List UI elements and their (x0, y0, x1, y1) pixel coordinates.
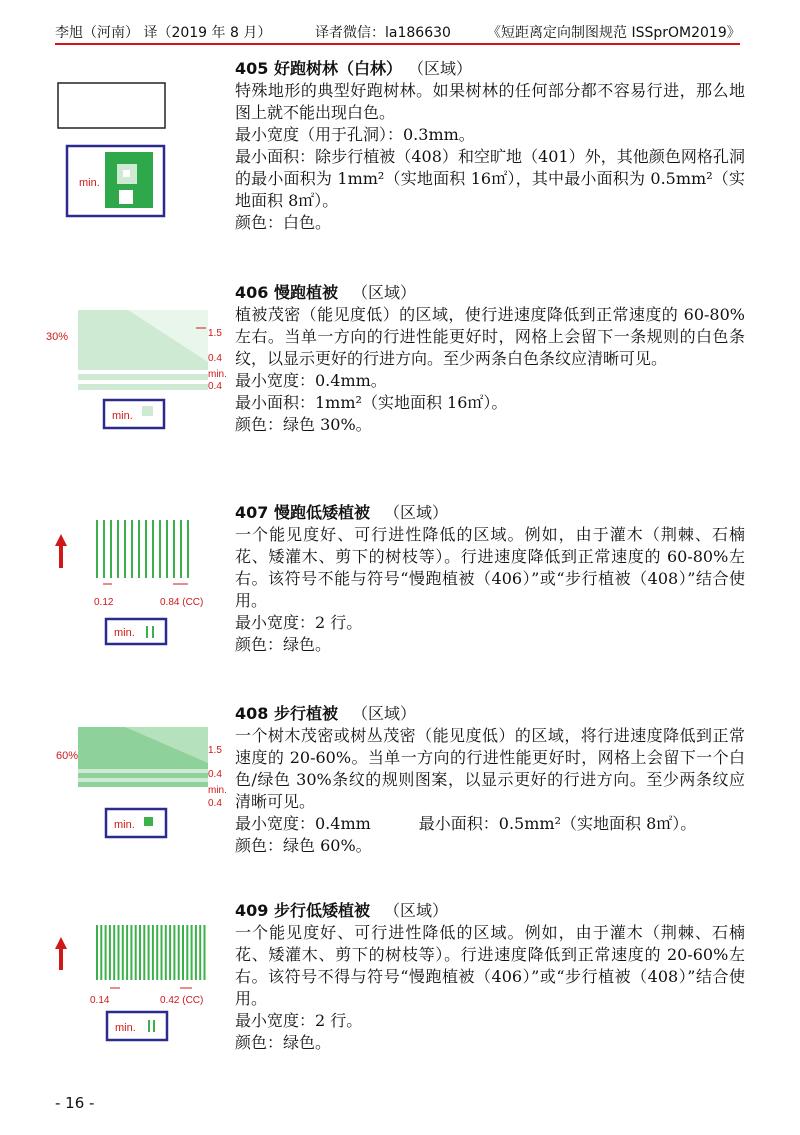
stripe (148, 925, 150, 980)
stripe (169, 925, 171, 980)
description: 一个能见度好、可行进性降低的区域。例如，由于灌木（荆棘、石楠花、矮灌木、剪下的树枝等）。行进速度降低到正常速度的 60-80%左右。该符号不能与符号“慢跑植被（406）”或“步行植被（408）”结合使用。 (235, 525, 745, 610)
stripe (156, 925, 158, 980)
min-label: min. (79, 177, 100, 189)
section-kind: （区域） (383, 503, 448, 522)
stripe (113, 925, 115, 980)
stripe (131, 520, 133, 578)
color: 颜色：绿色 60%。 (235, 836, 372, 855)
stripe (165, 925, 167, 980)
header-doc-title: 《短距离定向制图规范 ISSprOM2019》 (487, 25, 741, 41)
stripe (204, 925, 206, 980)
section-title: 409 步行低矮植被 (235, 901, 370, 920)
stripe (103, 520, 105, 578)
stripe (135, 925, 137, 980)
section-405 (235, 58, 745, 234)
stripe (186, 925, 188, 980)
description: 植被茂密（能见度低）的区域，使行进速度降低到正常速度的 60-80%左右。当单一方向的行进性能更好时，网格上会留下一条规则的白色条纹，以显示更好的行进方向。至少两条白色条纹应清晰可见。 (235, 305, 745, 368)
dim-0-4-b: 0.4 (208, 381, 222, 392)
percent-label: 30% (46, 331, 69, 343)
stripe (124, 520, 126, 578)
stripe (122, 925, 124, 980)
stripe (173, 520, 175, 578)
percent-label: 60% (56, 750, 79, 762)
symbol-407 (30, 520, 230, 654)
page-number: - 16 - (55, 1094, 95, 1112)
stripe (110, 520, 112, 578)
color: 颜色：白色。 (235, 213, 332, 232)
section-title: 405 好跑树林（白林） (235, 59, 402, 78)
stripe (130, 925, 132, 980)
section-406 (235, 282, 745, 436)
min-width: 最小宽度：2 行。 (235, 1011, 363, 1030)
section-kind: （区域） (351, 283, 416, 302)
stripe (191, 925, 193, 980)
section-407 (235, 502, 745, 656)
stripe (187, 520, 189, 578)
stripe (159, 520, 161, 578)
stripe (152, 925, 154, 980)
symbol-408 (30, 727, 230, 846)
stripe (139, 925, 141, 980)
dim-min: min. (208, 785, 227, 796)
dim-a: 0.14 (90, 995, 110, 1006)
stripe (145, 520, 147, 578)
stripe (96, 520, 98, 578)
color: 颜色：绿色 30%。 (235, 415, 372, 434)
min-label: min. (115, 1022, 136, 1034)
direction-arrow-icon (55, 534, 67, 568)
dim-1-5: 1.5 (208, 328, 222, 339)
min-width: 最小宽度：0.4mm。 (235, 371, 387, 390)
white-forest-swatch (58, 83, 165, 128)
symbol-409 (30, 915, 230, 1049)
hole-min (119, 190, 133, 204)
dim-min: min. (208, 369, 227, 380)
stripe (96, 925, 98, 980)
stripe (143, 925, 145, 980)
min-area: 最小面积：1mm²（实地面积 16㎡）。 (235, 393, 508, 412)
symbol-405 (30, 80, 230, 224)
hole-small (123, 170, 130, 177)
stripe (152, 520, 154, 578)
stripe (199, 925, 201, 980)
section-title: 406 慢跑植被 (235, 283, 338, 302)
dim-a: 0.12 (94, 597, 114, 608)
section-kind: （区域） (415, 59, 472, 78)
min-label: min. (114, 627, 135, 639)
section-kind: （区域） (383, 901, 448, 920)
stripe (126, 925, 128, 980)
header-rule (55, 43, 740, 45)
dim-0-4: 0.4 (208, 353, 222, 364)
direction-arrow-icon (55, 937, 67, 970)
min-area: 最小面积：除步行植被（408）和空旷地（401）外，其他颜色网格孔洞的最小面积为 1mm²（实地面积 16㎡），其中最小面积为 0.5mm²（实地面积 8㎡）。 (235, 147, 745, 210)
header-wechat: 译者微信：la186630 (315, 25, 451, 41)
stripe (180, 520, 182, 578)
dim-b: 0.84 (CC) (160, 597, 204, 608)
stripe (182, 925, 184, 980)
stripe (109, 925, 111, 980)
min-width: 最小宽度：2 行。 (235, 613, 363, 632)
stripe (161, 925, 163, 980)
description: 一个树木茂密或树丛茂密（能见度低）的区域，将行进速度降低到正常速度的 20-60%。当单一方向的行进性能更好时，网格上会留下一个白色/绿色 30%条纹的规则图案，以显示更好的行进方向。至少两条纹应清晰可见。 (235, 726, 745, 811)
dim-b: 0.42 (CC) (160, 995, 204, 1006)
description: 特殊地形的典型好跑树林。如果树林的任何部分都不容易行进，那么地图上就不能出现白色。 (235, 81, 745, 122)
stripe (173, 925, 175, 980)
dim-0-4-b: 0.4 (208, 798, 222, 809)
stripe (100, 925, 102, 980)
min-width-area: 最小宽度：0.4mm 最小面积：0.5mm²（实地面积 8㎡）。 (235, 814, 697, 833)
stripe (105, 925, 107, 980)
stripe (195, 925, 197, 980)
header-translator: 李旭（河南） 译（2019 年 8 月） (55, 25, 272, 41)
stripe (178, 925, 180, 980)
min-width: 最小宽度（用于孔洞）：0.3mm。 (235, 125, 475, 144)
section-title: 407 慢跑低矮植被 (235, 503, 370, 522)
page-header (0, 0, 800, 44)
min-label: min. (112, 410, 133, 422)
section-title: 408 步行植被 (235, 704, 338, 723)
color: 颜色：绿色。 (235, 635, 332, 654)
section-kind: （区域） (351, 704, 416, 723)
color: 颜色：绿色。 (235, 1033, 332, 1052)
dim-1-5: 1.5 (208, 745, 222, 756)
section-409 (235, 900, 745, 1054)
symbol-406 (30, 310, 230, 439)
description: 一个能见度好、可行进性降低的区域。例如，由于灌木（荆棘、石楠花、矮灌木、剪下的树枝等）。行进速度降低到正常速度的 20-60%左右。该符号不得与符号“慢跑植被（406）”或“步行植被（408）”结合使用。 (235, 923, 745, 1008)
stripe (117, 520, 119, 578)
stripe (138, 520, 140, 578)
stripe (118, 925, 120, 980)
dim-0-4: 0.4 (208, 769, 222, 780)
section-408 (235, 703, 745, 857)
min-label: min. (114, 819, 135, 831)
stripe (166, 520, 168, 578)
